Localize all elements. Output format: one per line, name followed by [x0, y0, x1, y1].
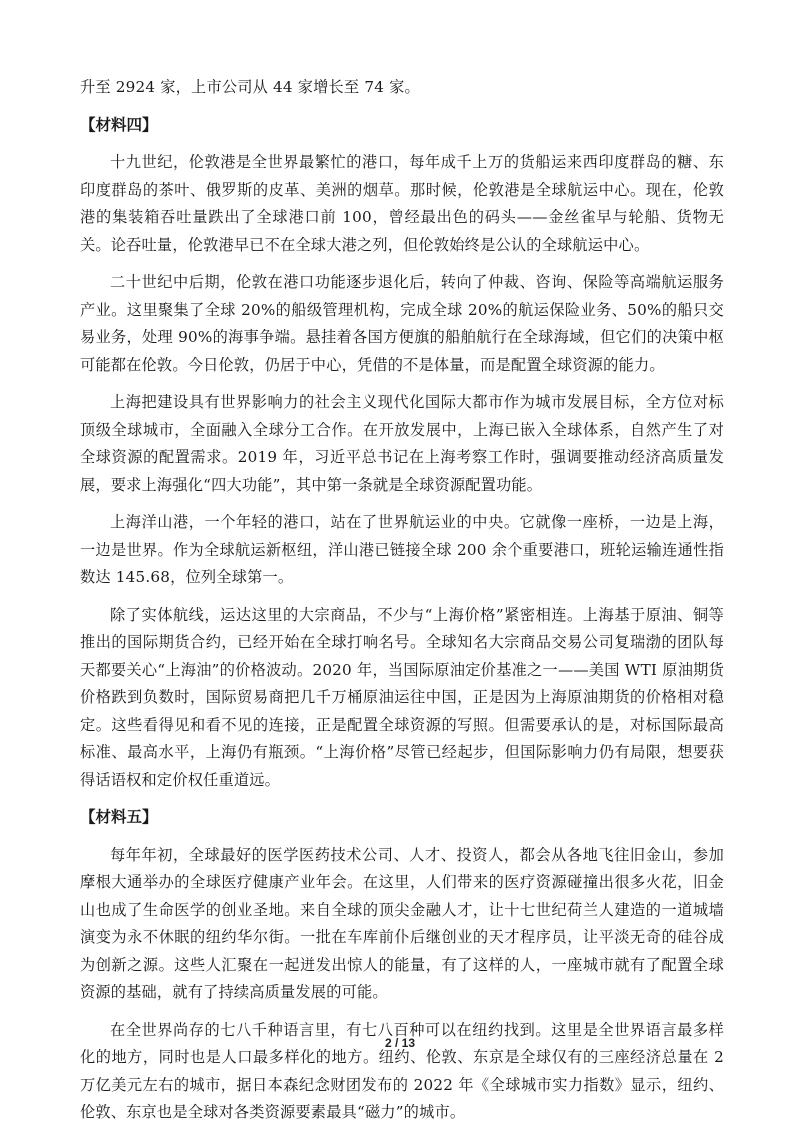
paragraph: 上海把建设具有世界影响力的社会主义现代化国际大都市作为城市发展目标，全方位对标顶级全球城市，全面融入全球分工合作。在开放发展中，上海已嵌入全球体系，自然产生了对全球资源的配置需求。2019 年，习近平总书记在上海考察工作时，强调要推动经济高质量发展，要求上海强化“四大功能”，其中第一条就是全球资源配置功能。 [80, 393, 724, 494]
paragraph: 除了实体航线，运达这里的大宗商品，不少与“上海价格”紧密相连。上海基于原油、铜等推出的国际期货合约，已经开始在全球打响名号。全球知名大宗商品交易公司复瑞渤的团队每天都要关心“上海油”的价格波动。2020 年，当国际原油定价基准之一——美国 WTI 原油期货价格跌到负数时，国际贸易商把几千万桶原油运往中国，正是因为上海原油期货的价格相对稳定。这些看得见和看不见的连接，正是配置全球资源的写照。但需要承认的是，对标国际最高标准、最高水平，上海仍有瓶颈。“上海价格”尽管已经起步，但国际影响力仍有局限，想要获得话语权和定价权任重道远。 [80, 605, 724, 789]
paragraph: 每年年初，全球最好的医学医药技术公司、人才、投资人，都会从各地飞往旧金山，参加摩根大通举办的全球医疗健康产业年会。在这里，人们带来的医疗资源碰撞出很多火花，旧金山也成了生命医学的创业圣地。来自全球的顶尖金融人才，让十七世纪荷兰人建造的一道城墙演变为永不休眠的纽约华尔街。一批在车库前仆后继创业的天才程序员，让平淡无奇的硅谷成为创新之源。这些人汇聚在一起迸发出惊人的能量，有了这样的人，一座城市就有了配置全球资源的基础，就有了持续高质量发展的可能。 [80, 845, 724, 1001]
section-heading-material-4: 【材料四】 [80, 115, 158, 134]
continued-paragraph: 升至 2924 家，上市公司从 44 家增长至 74 家。 [80, 78, 420, 96]
section-heading-material-5: 【材料五】 [80, 808, 158, 826]
page-number: 2 / 13 [384, 1036, 416, 1050]
paragraph: 二十世纪中后期，伦敦在港口功能逐步退化后，转向了仲裁、咨询、保险等高端航运服务产业。这里聚集了全球 20%的船级管理机构，完成全球 20%的航运保险业务、50%的船只交易业务，处理 90%的海事争端。悬挂着各国方便旗的船舶航行在全球海域，但它们的决策中枢可能都在伦敦。今日伦敦，仍居于中心，凭借的不是体量，而是配置全球资源的能力。 [80, 273, 724, 374]
paragraph: 在全世界尚存的七八千种语言里，有七八百种可以在纽约找到。这里是全世界语言最多样化的地方，同时也是人口最多样化的地方。纽约、伦敦、东京是全球仅有的三座经济总量在 2 万亿美元左右的城市，据日本森纪念财团发布的 2022 年《全球城市实力指数》显示，纽约、伦敦、东京也是全球对各类资源要素最具“磁力”的城市。 [80, 1020, 724, 1121]
paragraph: 上海洋山港，一个年轻的港口，站在了世界航运业的中央。它就像一座桥，一边是上海，一边是世界。作为全球航运新枢纽，洋山港已链接全球 200 余个重要港口，班轮运输连通性指数达 145.68，位列全球第一。 [80, 513, 724, 586]
document-body [80, 74, 724, 1137]
paragraph: 十九世纪，伦敦港是全世界最繁忙的港口，每年成千上万的货船运来西印度群岛的糖、东印度群岛的茶叶、俄罗斯的皮革、美洲的烟草。那时候，伦敦港是全球航运中心。现在，伦敦港的集装箱吞吐量跌出了全球港口前 100，曾经最出色的码头——金丝雀早与轮船、货物无关。论吞吐量，伦敦港早已不在全球大港之列，但伦敦始终是公认的全球航运中心。 [80, 153, 724, 254]
